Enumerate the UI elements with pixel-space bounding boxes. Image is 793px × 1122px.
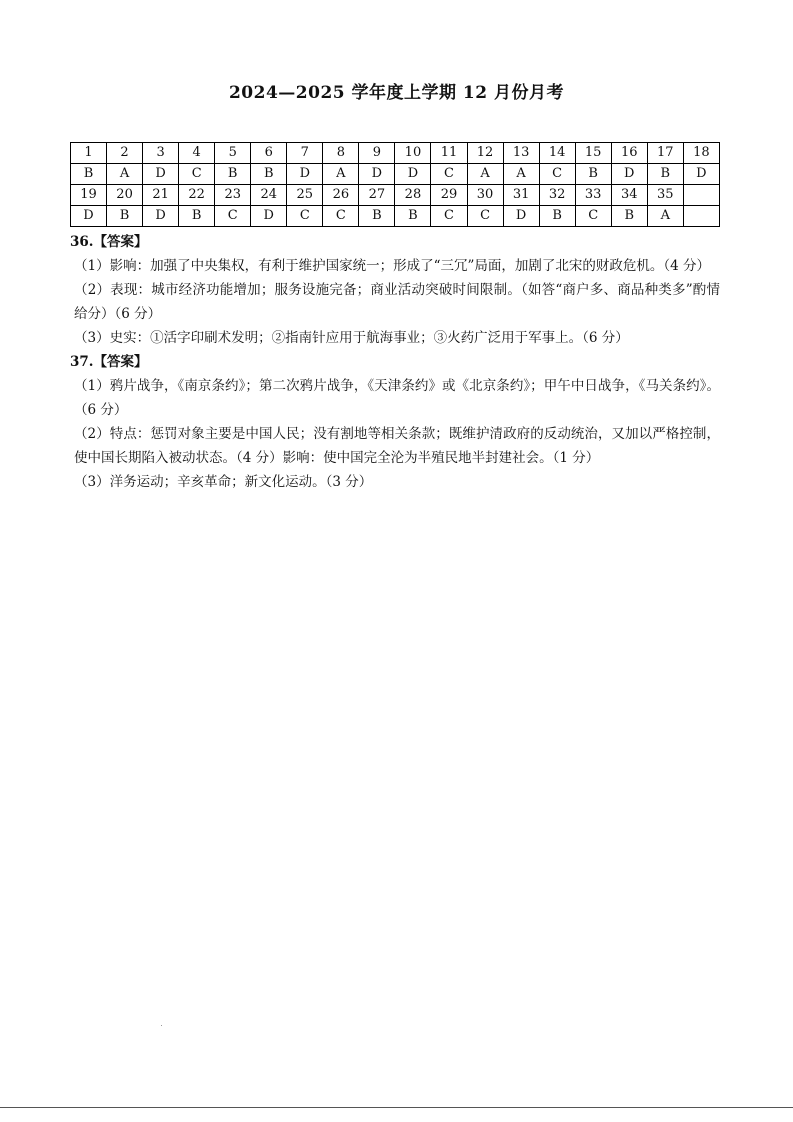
question-number-cell: 33: [575, 185, 611, 206]
answer-cell: B: [251, 164, 287, 185]
answer-cell: A: [107, 164, 143, 185]
question-number-cell: 9: [359, 143, 395, 164]
question-number-cell: 16: [611, 143, 647, 164]
answer-cell: C: [215, 206, 251, 227]
answer-cell: D: [503, 206, 539, 227]
question-number-cell: 10: [395, 143, 431, 164]
answer-cell: D: [71, 206, 107, 227]
answer-cell: D: [143, 206, 179, 227]
answer-cell: C: [179, 164, 215, 185]
answer-cell: B: [611, 206, 647, 227]
question-number-cell: 25: [287, 185, 323, 206]
answer-cell: D: [395, 164, 431, 185]
question-number-cell: 32: [539, 185, 575, 206]
q37-part1: （1）鸦片战争，《南京条约》；第二次鸦片战争，《天津条约》或《北京条约》；甲午中日战争，《马关条约》。（6 分）: [74, 378, 720, 418]
question-number-cell: 6: [251, 143, 287, 164]
q36-heading: 36.【答案】: [70, 234, 148, 250]
question-number-cell: 19: [71, 185, 107, 206]
answer-cell: B: [395, 206, 431, 227]
answer-cell: D: [143, 164, 179, 185]
question-number-cell: 3: [143, 143, 179, 164]
answer-cell: [683, 206, 719, 227]
answer-cell: C: [323, 206, 359, 227]
question-number-cell: 35: [647, 185, 683, 206]
answer-cell: A: [647, 206, 683, 227]
answer-cell: B: [539, 206, 575, 227]
answer-cell: C: [431, 164, 467, 185]
q36-part1: （1）影响：加强了中央集权，有利于维护国家统一；形成了“三冗”局面，加剧了北宋的财政危机。（4 分）: [74, 258, 711, 274]
question-number-cell: 17: [647, 143, 683, 164]
answer-cell: D: [359, 164, 395, 185]
question-number-cell: 27: [359, 185, 395, 206]
question-number-cell: 11: [431, 143, 467, 164]
question-number-cell: 20: [107, 185, 143, 206]
answer-table-row: [71, 143, 720, 164]
question-number-cell: 13: [503, 143, 539, 164]
answer-cell: A: [503, 164, 539, 185]
question-number-cell: 24: [251, 185, 287, 206]
answer-cell: D: [251, 206, 287, 227]
answer-table: [70, 142, 720, 227]
answer-cell: A: [323, 164, 359, 185]
answer-cell: B: [359, 206, 395, 227]
q36-part2: （2）表现：城市经济功能增加；服务设施完备；商业活动突破时间限制。（如答“商户多、商品种类多”酌情给分）（6 分）: [74, 282, 720, 322]
q37-heading: 37.【答案】: [70, 354, 148, 370]
answer-cell: B: [215, 164, 251, 185]
answer-cell: B: [647, 164, 683, 185]
question-number-cell: 5: [215, 143, 251, 164]
question-number-cell: 2: [107, 143, 143, 164]
page-title: 2024—2025 学年度上学期 12 月份月考: [228, 83, 565, 103]
question-number-cell: 31: [503, 185, 539, 206]
answer-table-row: [71, 185, 720, 206]
answer-cell: C: [539, 164, 575, 185]
question-number-cell: 7: [287, 143, 323, 164]
answer-cell: B: [179, 206, 215, 227]
question-number-cell: 34: [611, 185, 647, 206]
answer-content: [70, 230, 720, 494]
question-number-cell: [683, 185, 719, 206]
question-number-cell: 1: [71, 143, 107, 164]
answer-cell: D: [683, 164, 719, 185]
answer-cell: D: [287, 164, 323, 185]
page-bottom-rule: [0, 1107, 793, 1108]
question-number-cell: 4: [179, 143, 215, 164]
question-number-cell: 22: [179, 185, 215, 206]
answer-table-row: [71, 206, 720, 227]
question-number-cell: 30: [467, 185, 503, 206]
question-number-cell: 14: [539, 143, 575, 164]
answer-cell: B: [107, 206, 143, 227]
answer-cell: A: [467, 164, 503, 185]
answer-cell: C: [431, 206, 467, 227]
q36-part3: （3）史实：①活字印刷术发明；②指南针应用于航海事业；③火药广泛用于军事上。（6 分）: [74, 330, 629, 346]
question-number-cell: 21: [143, 185, 179, 206]
question-number-cell: 28: [395, 185, 431, 206]
answer-cell: D: [611, 164, 647, 185]
answer-cell: C: [287, 206, 323, 227]
question-number-cell: 26: [323, 185, 359, 206]
question-number-cell: 23: [215, 185, 251, 206]
answer-cell: C: [467, 206, 503, 227]
question-number-cell: 8: [323, 143, 359, 164]
answer-cell: B: [71, 164, 107, 185]
answer-cell: C: [575, 206, 611, 227]
q37-part3: （3）洋务运动；辛亥革命；新文化运动。（3 分）: [74, 474, 373, 490]
q37-part2: （2）特点：惩罚对象主要是中国人民；没有割地等相关条款；既维护清政府的反动统治，又加以严格控制，使中国长期陷入被动状态。（4 分）影响：使中国完全沦为半殖民地半封建社会。（1 分）: [74, 426, 720, 466]
question-number-cell: 15: [575, 143, 611, 164]
answer-table-row: [71, 164, 720, 185]
scan-speck: [161, 1025, 162, 1026]
answer-cell: B: [575, 164, 611, 185]
question-number-cell: 18: [683, 143, 719, 164]
question-number-cell: 29: [431, 185, 467, 206]
question-number-cell: 12: [467, 143, 503, 164]
